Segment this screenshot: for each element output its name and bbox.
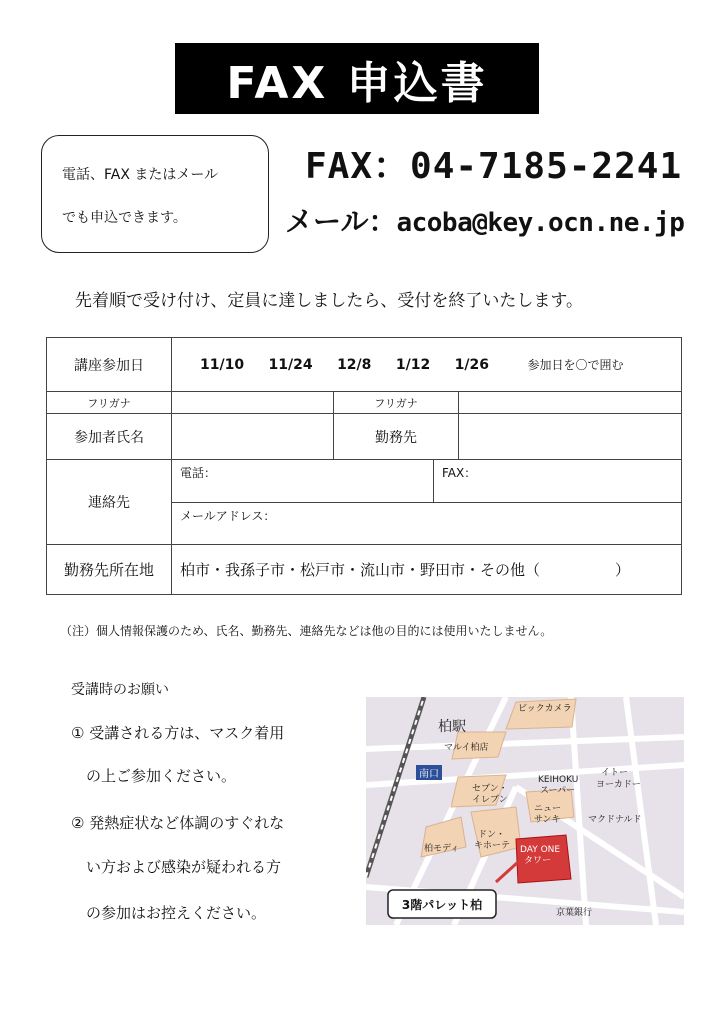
map-label-dayone-2: タワー: [524, 856, 552, 866]
fax-field-label: FAX：: [442, 466, 477, 480]
mail-label: メール：: [285, 205, 397, 238]
mail-address[interactable]: acoba@key.ocn.ne.jp: [396, 208, 685, 238]
course-dates-cell[interactable]: [172, 338, 682, 392]
requests-title: 受講時のお願い: [71, 682, 169, 698]
map-label-seven-2: イレブン: [472, 795, 508, 805]
note-line-1: 電話、FAX またはメール: [62, 167, 219, 183]
map-label-bic: ビックカメラ: [518, 704, 572, 714]
map-label-new: ニュー: [534, 804, 562, 814]
email-field[interactable]: [172, 503, 682, 545]
request-line: の上ご参加ください。: [71, 767, 237, 785]
fax-field[interactable]: [434, 460, 681, 502]
map-label-bank: 京葉銀行: [556, 908, 593, 918]
name-label: 参加者氏名: [47, 414, 172, 460]
workplace-field[interactable]: [459, 414, 682, 460]
map-label-dayone: DAY ONE: [520, 845, 561, 855]
course-dates-label: 講座参加日: [47, 338, 172, 392]
date-option[interactable]: 11/10: [200, 357, 245, 373]
application-form: [46, 337, 682, 595]
privacy-note: （注）個人情報保護のため、氏名、勤務先、連絡先などは他の目的には使用いたしません。: [60, 624, 553, 638]
phone-field[interactable]: [172, 460, 434, 502]
location-options[interactable]: 柏市・我孫子市・松戸市・流山市・野田市・その他（ ）: [172, 545, 682, 595]
map-label-seven: セブン・: [472, 784, 508, 794]
dates-hint: 参加日を〇で囲む: [527, 358, 624, 372]
phone-fax-row: [172, 460, 682, 503]
page-title: FAX 申込書: [175, 43, 539, 114]
date-option[interactable]: 12/8: [337, 357, 372, 373]
phone-label: 電話：: [180, 466, 217, 480]
map-label-mcd: マクドナルド: [588, 815, 642, 825]
contact-note-box: [41, 135, 269, 253]
map-label-station: 柏駅: [438, 719, 466, 735]
map-label-ito-2: ヨーカドー: [596, 780, 641, 790]
map-label-ito: イトー: [601, 768, 629, 778]
email-label: メールアドレス：: [180, 509, 276, 523]
request-line: ② 発熱症状など体調のすぐれな: [71, 814, 285, 832]
note-line-2: でも申込できます。: [62, 210, 187, 226]
request-line: ① 受講される方は、マスク着用: [71, 724, 285, 742]
fax-contact: [305, 138, 682, 189]
contact-label: 連絡先: [47, 460, 172, 545]
furigana-label: フリガナ: [47, 392, 172, 414]
venue-map: [366, 697, 684, 925]
map-label-venue: 3階パレット柏: [401, 898, 483, 912]
map-label-don-2: キホーテ: [474, 841, 511, 851]
map-label-keihoku-2: スーパー: [540, 786, 576, 796]
date-option[interactable]: 1/26: [454, 357, 489, 373]
fax-number: 04-7185-2241: [410, 146, 683, 187]
workplace-label: 勤務先: [334, 414, 459, 460]
request-line: の参加はお控えください。: [71, 904, 267, 922]
name-field[interactable]: [172, 414, 334, 460]
location-label: 勤務先所在地: [47, 545, 172, 595]
date-option[interactable]: 11/24: [268, 357, 313, 373]
first-come-notice: 先着順で受け付け、定員に達しましたら、受付を終了いたします。: [75, 291, 583, 311]
mail-contact: [285, 200, 684, 240]
request-line: い方および感染が疑われる方: [71, 858, 282, 876]
map-label-don: ドン・: [478, 830, 506, 840]
workplace-furigana-field[interactable]: [459, 392, 682, 414]
workplace-furigana-label: フリガナ: [334, 392, 459, 414]
map-label-marui: マルイ柏店: [444, 743, 489, 753]
fax-label: FAX：: [305, 146, 411, 187]
map-label-south-exit: 南口: [419, 769, 439, 780]
map-label-keihoku: KEIHOKU: [538, 775, 579, 785]
name-furigana-field[interactable]: [172, 392, 334, 414]
date-option[interactable]: 1/12: [395, 357, 431, 373]
map-label-modi: 柏モディ: [424, 844, 460, 854]
map-label-new-2: サンキ: [534, 815, 561, 825]
